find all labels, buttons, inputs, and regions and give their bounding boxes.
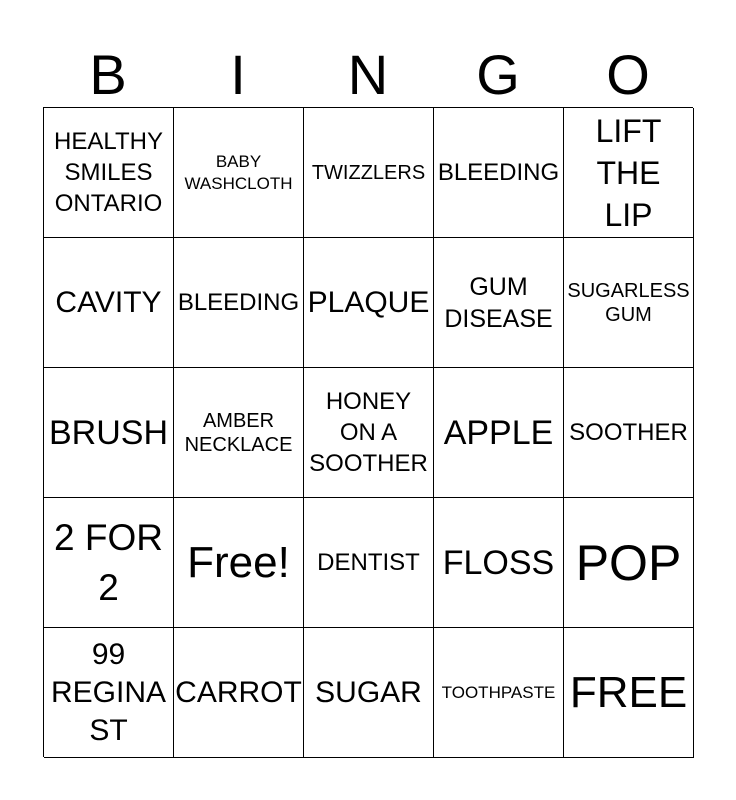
cell-label: BLEEDING: [437, 159, 560, 186]
bingo-cell[interactable]: [44, 238, 174, 368]
bingo-cell[interactable]: [434, 498, 564, 628]
cell-label: POP: [575, 534, 682, 591]
header-letter-g: G: [476, 43, 520, 106]
bingo-cell[interactable]: [174, 498, 304, 628]
bingo-cell[interactable]: [304, 628, 434, 758]
cell-label: CARROT: [175, 675, 302, 709]
bingo-cell[interactable]: [174, 238, 304, 368]
bingo-cell[interactable]: [304, 498, 434, 628]
header-letter-i: I: [230, 43, 246, 106]
cell-label: DENTIST: [317, 549, 420, 576]
cell-label: AMBER NECKLACE: [184, 409, 293, 456]
cell-label: TWIZZLERS: [311, 161, 426, 184]
bingo-cell[interactable]: [304, 368, 434, 498]
bingo-cell[interactable]: [44, 108, 174, 238]
header-letter-n: N: [347, 43, 389, 106]
cell-label: 2 FOR 2: [54, 516, 163, 608]
cell-label: PLAQUE: [307, 285, 430, 319]
bingo-cell[interactable]: [174, 108, 304, 238]
cell-label: 99 REGINA ST: [50, 637, 167, 747]
bingo-cell[interactable]: [564, 368, 694, 498]
bingo-cell[interactable]: [564, 238, 694, 368]
bingo-cell[interactable]: [44, 498, 174, 628]
cell-label: LIFT THE LIP: [595, 112, 662, 233]
bingo-cell[interactable]: [564, 498, 694, 628]
bingo-cell[interactable]: [44, 628, 174, 758]
bingo-cell[interactable]: [564, 628, 694, 758]
bingo-cell[interactable]: [564, 108, 694, 238]
header-letter-b: B: [89, 43, 127, 106]
cell-label: BRUSH: [48, 413, 169, 452]
bingo-cell[interactable]: [434, 238, 564, 368]
cell-label: FLOSS: [442, 543, 555, 582]
cell-label: BABY WASHCLOTH: [184, 151, 293, 193]
cell-label: GUM DISEASE: [444, 272, 553, 333]
cell-label: BLEEDING: [177, 289, 300, 316]
cell-label: Free!: [187, 537, 290, 587]
bingo-cell[interactable]: [434, 628, 564, 758]
cell-label: SOOTHER: [569, 419, 688, 446]
cell-label: TOOTHPASTE: [441, 682, 556, 702]
header-letter-o: O: [606, 43, 650, 106]
bingo-header: [43, 42, 693, 108]
bingo-cell[interactable]: [174, 628, 304, 758]
cell-label: CAVITY: [55, 285, 162, 319]
bingo-cell[interactable]: [174, 368, 304, 498]
bingo-cell[interactable]: [44, 368, 174, 498]
cell-label: HONEY ON A SOOTHER: [309, 388, 428, 477]
bingo-grid: [43, 107, 693, 757]
bingo-cell[interactable]: [304, 238, 434, 368]
cell-label: SUGARLESS GUM: [567, 279, 690, 326]
cell-label: FREE: [569, 667, 688, 717]
bingo-cell[interactable]: [434, 108, 564, 238]
cell-label: SUGAR: [315, 675, 422, 709]
cell-label: HEALTHY SMILES ONTARIO: [54, 128, 163, 217]
bingo-cell[interactable]: [434, 368, 564, 498]
cell-label: APPLE: [443, 413, 554, 452]
bingo-cell[interactable]: [304, 108, 434, 238]
